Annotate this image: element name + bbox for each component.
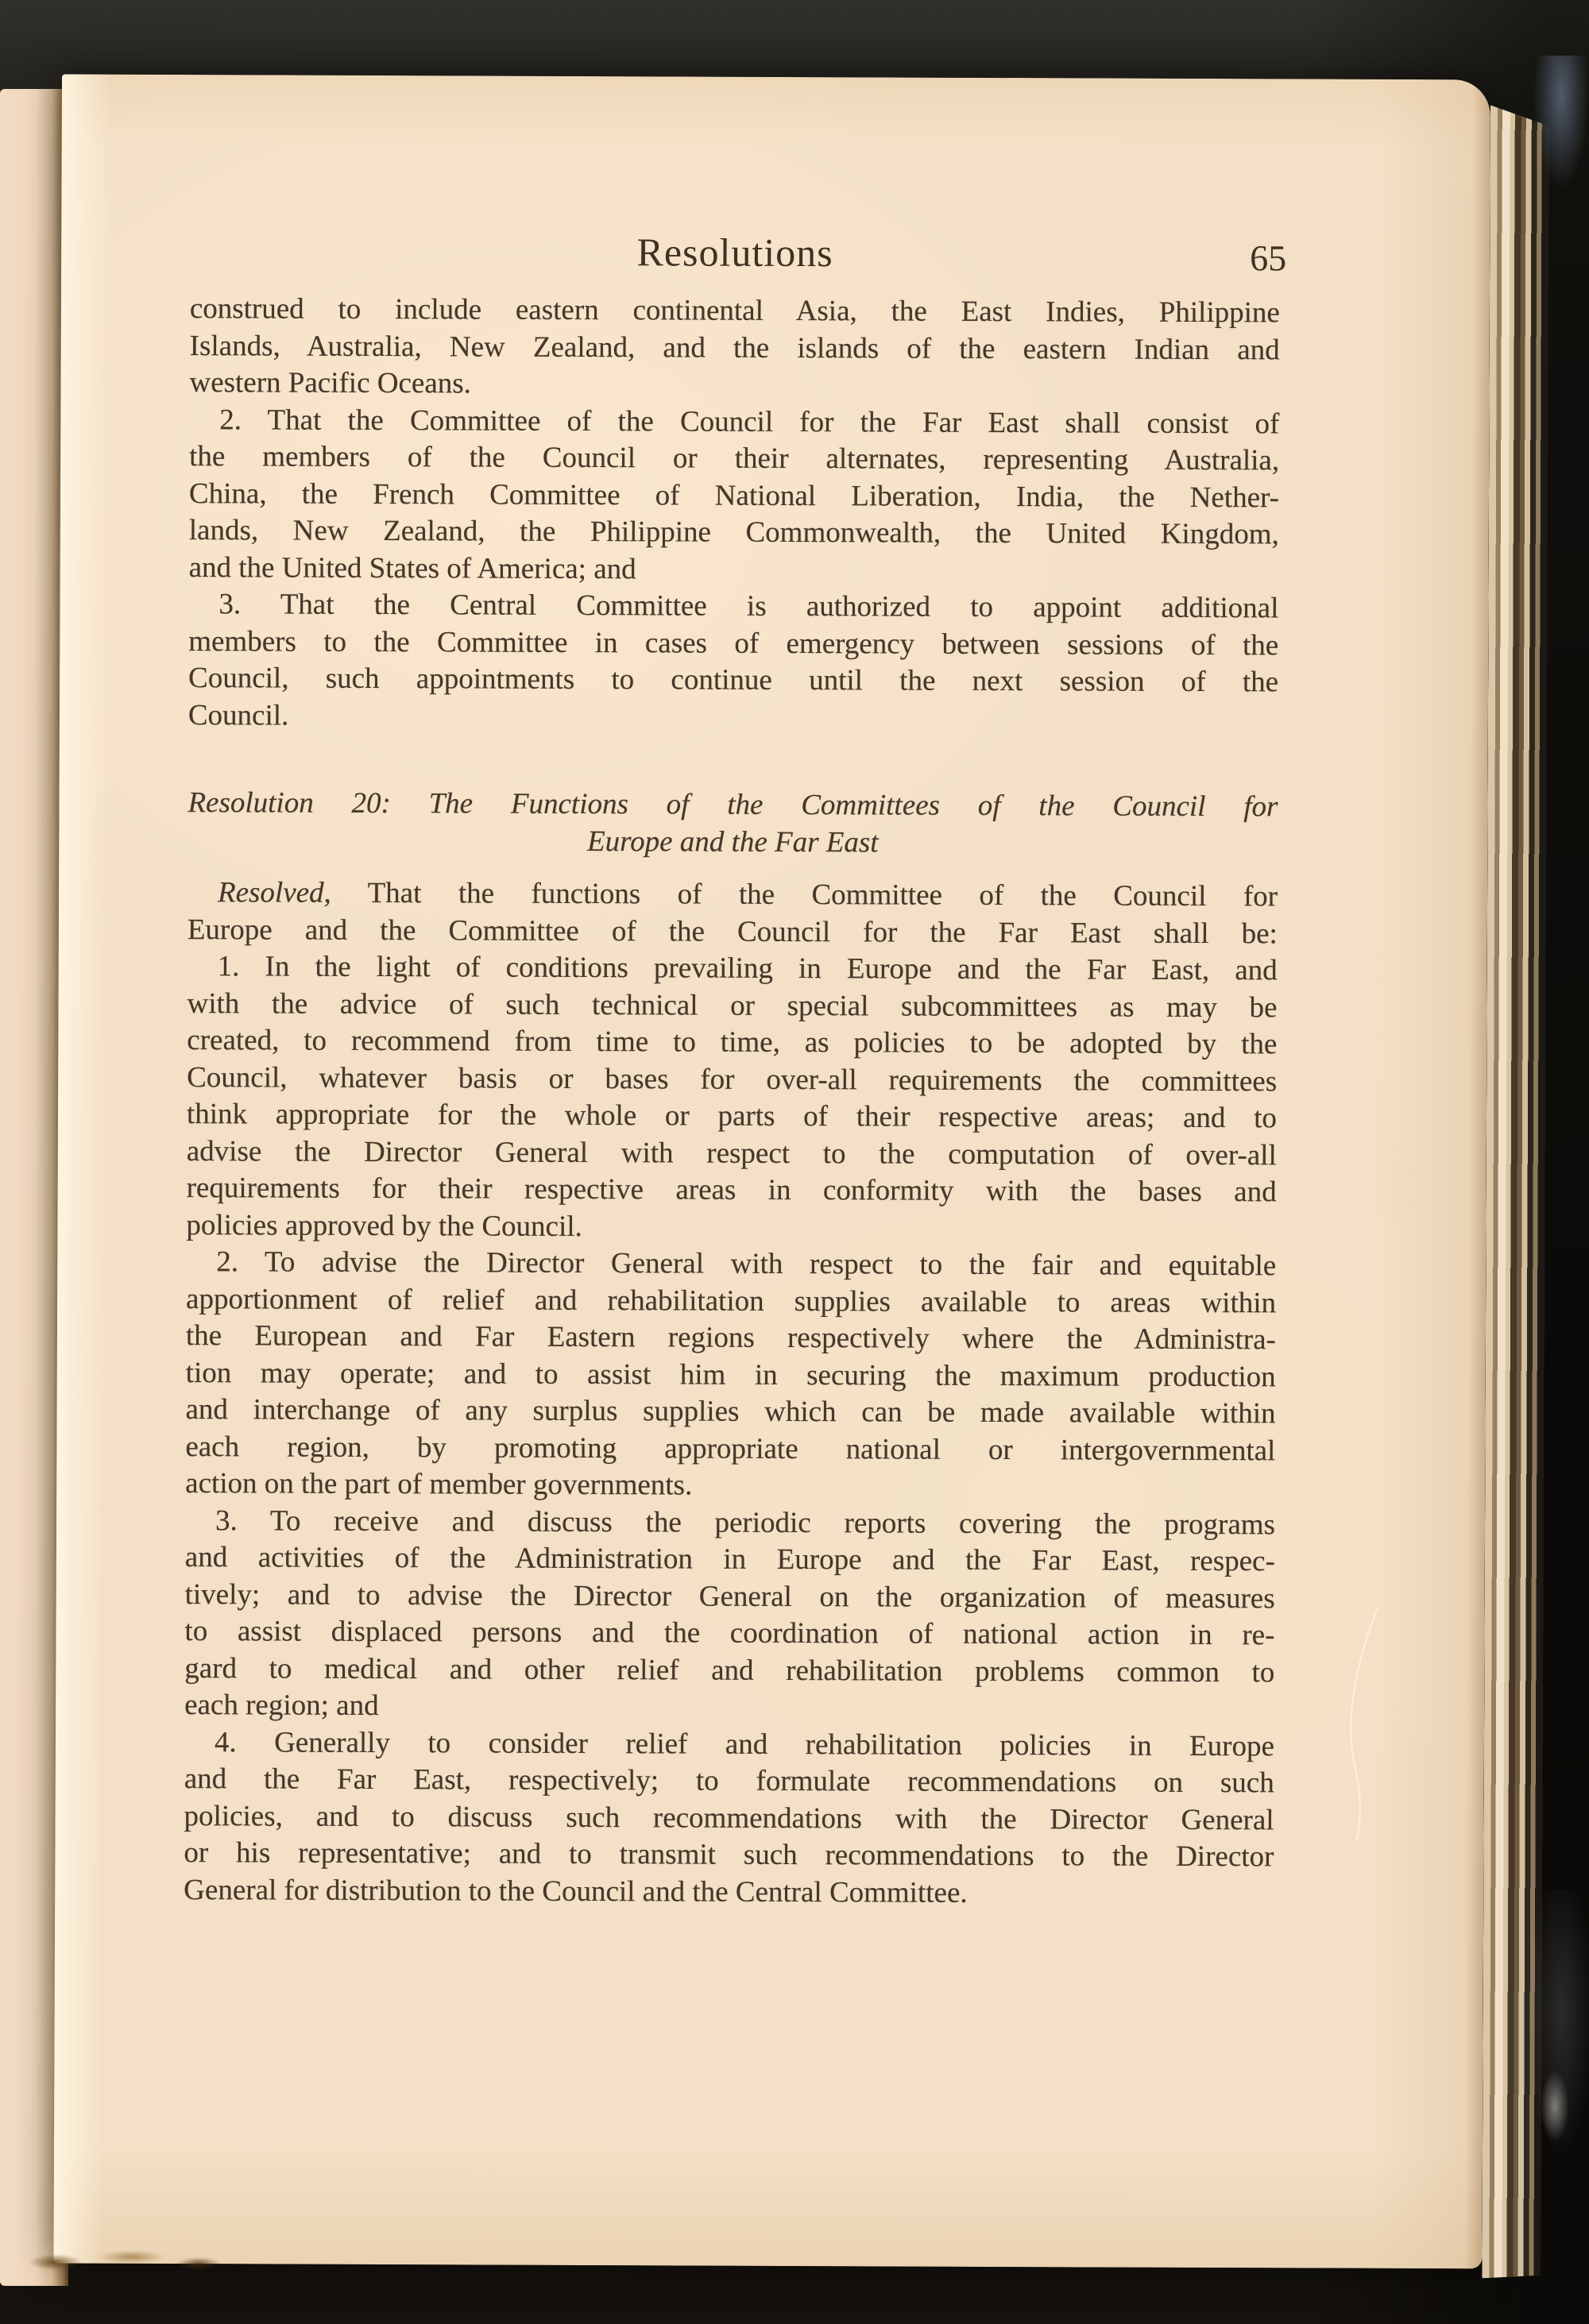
text-line: construed to include eastern continental Asia, the East Indies, Philippine	[189, 292, 1280, 330]
text-line: Resolved, That the functions of the Committee of the Council for	[217, 876, 1278, 913]
book-page	[53, 74, 1490, 2268]
text-line: Resolution 20: The Functions of the Committees of the Council for	[188, 786, 1278, 824]
text-line: policies approved by the Council.	[186, 1208, 582, 1243]
text-line: Islands, Australia, New Zealand, and the islands of the eastern Indian and	[189, 329, 1280, 366]
text-line: tively; and to advise the Director General on the organization of measures	[184, 1577, 1275, 1615]
paragraph	[189, 402, 1280, 591]
paragraph	[186, 948, 1277, 1248]
text-line: Council, whatever basis or bases for over-all requirements the committees	[187, 1060, 1278, 1098]
text-line: 3. That the Central Committee is authorized to appoint additional	[218, 588, 1279, 625]
text-line: policies, and to discuss such recommendations with the Director General	[184, 1799, 1274, 1836]
text-line: requirements for their respective areas in conformity with the bases and	[186, 1172, 1277, 1209]
italic-lead-word: Resolved,	[217, 876, 331, 909]
book	[53, 74, 1549, 2280]
text-line: with the advice of such technical or special subcommittees as may be	[187, 986, 1278, 1024]
scratch-artifact	[1328, 1601, 1400, 1847]
paragraph	[188, 586, 1279, 738]
text-line: Europe and the Committee of the Council for the Far East shall be:	[187, 913, 1278, 950]
plastic-glare-top	[1533, 56, 1589, 191]
text-line: Council.	[188, 698, 289, 732]
running-header: Resolutions	[636, 230, 833, 276]
text-line: gard to medical and other relief and rehabilitation problems common to	[184, 1651, 1275, 1689]
text-block	[184, 291, 1280, 1913]
paragraph	[184, 1503, 1275, 1728]
text-line: the members of the Council or their alternates, representing Australia,	[189, 440, 1280, 477]
text-line: Council, such appointments to continue until the next session of the	[188, 662, 1279, 699]
text-line: and activities of the Administration in Europe and the Far East, respec-	[184, 1541, 1275, 1578]
paragraph	[188, 874, 1278, 952]
text-line: think appropriate for the whole or parts of their respective areas; and to	[186, 1098, 1278, 1135]
text-line: each region, by promoting appropriate national or intergovernmental	[185, 1430, 1276, 1467]
text-line: and interchange of any surplus supplies which can be made available within	[185, 1393, 1276, 1430]
page-content	[184, 226, 1287, 1913]
text-line: China, the French Committee of National Liberation, India, the Nether-	[188, 477, 1280, 514]
binding-residue	[22, 2243, 261, 2278]
paragraph	[185, 1244, 1276, 1507]
plastic-glare-bottom	[1527, 1890, 1589, 2160]
text-line: western Pacific Oceans.	[189, 366, 472, 400]
text-line: Europe and the Far East	[586, 824, 879, 859]
text-line: each region; and	[184, 1689, 379, 1723]
text-line: lands, New Zealand, the Philippine Commonwealth, the United Kingdom,	[188, 514, 1279, 551]
text-line: apportionment of relief and rehabilitation supplies available to areas within	[186, 1282, 1277, 1319]
text-line: the European and Far Eastern regions respectively where the Administra-	[185, 1319, 1276, 1357]
text-line: 4. Generally to consider relief and rehabilitation policies in Europe	[214, 1725, 1275, 1762]
text-line: 3. To receive and discuss the periodic reports covering the programs	[215, 1504, 1276, 1541]
text-line: or his representative; and to transmit such recommendations to the Director	[184, 1836, 1274, 1874]
text-line: advise the Director General with respect to the computation of over-all	[186, 1134, 1277, 1172]
text-line: to assist displaced persons and the coordination of national action in re-	[184, 1615, 1275, 1652]
text-line: created, to recommend from time to time, as policies to be adopted by the	[187, 1024, 1278, 1061]
section-heading	[188, 785, 1278, 863]
text-line: and the United States of America; and	[188, 550, 636, 585]
text-line: 2. To advise the Director General with respect to the fair and equitable	[216, 1245, 1277, 1283]
paragraph	[184, 1724, 1274, 1913]
text-line: members to the Committee in cases of emergency between sessions of the	[188, 624, 1279, 662]
text-line: 1. In the light of conditions prevailing in Europe and the Far East, and	[217, 950, 1278, 987]
page-number: 65	[1250, 237, 1287, 279]
text-line: 2. That the Committee of the Council for the Far East shall consist of	[219, 403, 1280, 440]
text-line: and the Far East, respectively; to formulate recommendations on such	[184, 1762, 1274, 1800]
text-line: action on the part of member governments.	[185, 1467, 693, 1502]
text-line: General for distribution to the Council and the Central Committee.	[184, 1873, 968, 1909]
text-line: tion may operate; and to assist him in securing the maximum production	[185, 1356, 1276, 1393]
page-header	[190, 226, 1287, 279]
paragraph	[189, 291, 1280, 406]
